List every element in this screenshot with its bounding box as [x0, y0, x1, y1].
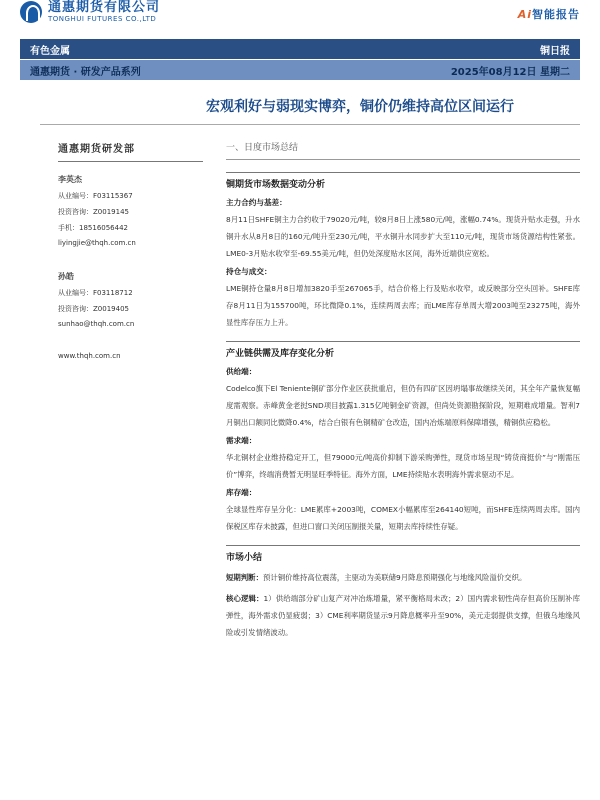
- block-heading: 铜期货市场数据变动分析: [226, 172, 580, 194]
- main-content: [226, 140, 580, 651]
- analyst-name: 孙皓: [58, 272, 74, 281]
- department-name: 通惠期货研发部: [58, 140, 203, 162]
- logo-mark-icon: [20, 1, 42, 23]
- report-date: 2025年08月12日 星期二: [450, 66, 570, 78]
- page-title: 宏观利好与弱现实博弈，铜价仍维持高位区间运行: [206, 99, 514, 115]
- analyst-consult-id: 投资咨询：Z0019145: [58, 208, 129, 216]
- analyst-qualification: 从业编号：F03118712: [58, 289, 133, 297]
- sub-heading: 持仓与成交：: [226, 267, 272, 276]
- analyst-email[interactable]: liyingjie@thqh.com.cn: [58, 239, 136, 247]
- sidebar: [58, 140, 208, 360]
- supply-demand-block: [226, 341, 580, 535]
- inline-label: 核心逻辑：: [226, 594, 264, 603]
- analyst-qualification: 从业编号：F03115367: [58, 192, 133, 200]
- paragraph: 8月11日SHFE铜主力合约收于79020元/吨，较8月8日上涨580元/吨，涨幅0.74%。现货升贴水走强，升水铜升水从8月8日的160元/吨升至230元/吨，平水铜升水同步扩大至110元/吨，现货市场货源结构性紧张。LME0-3月贴水收窄至-69.55美元/吨，但仍处深度贴水区间，海外近端供应宽松。: [226, 215, 580, 258]
- paragraph: Codelco旗下El Teniente铜矿部分作业区获批重启，但仍有四矿区因坍塌事故继续关闭，其全年产量恢复幅度需观察。赤峰黄金老挝SND项目披露1.315亿吨铜金矿资源，但尚处资源勘探阶段，短期难成增量。智利7月铜出口额同比微降0.4%，结合白银有色铜精矿仓改造，国内冶炼端原料保障增强，精铜供应稳松。: [226, 384, 580, 427]
- sub-heading: 库存端：: [226, 488, 257, 497]
- futures-data-block: [226, 172, 580, 331]
- sub-heading: 需求端：: [226, 436, 257, 445]
- paragraph: 全球显性库存呈分化：LME累库+2003吨，COMEX小幅累库至264140短吨，而SHFE连续两周去库。国内保税区库存未披露，但进口窗口关闭压制报关量，短期去库持续性存疑。: [226, 505, 580, 531]
- website-link[interactable]: www.thqh.com.cn: [58, 352, 121, 360]
- category-bar: [20, 39, 580, 59]
- analyst-consult-id: 投资咨询：Z0019405: [58, 305, 129, 313]
- paragraph: [226, 590, 580, 641]
- analyst-card: [58, 271, 208, 328]
- section-heading: 一、日度市场总结: [226, 140, 580, 160]
- analyst-name: 李英杰: [58, 175, 82, 184]
- sub-heading: 供给端：: [226, 367, 257, 376]
- analyst-card: [58, 174, 208, 247]
- title-divider: [40, 124, 580, 125]
- report-header: [0, 0, 600, 30]
- paragraph: LME铜持仓量8月8日增加3820手至267065手，结合价格上行及贴水收窄，或反映部分空头回补。SHFE库存8月11日为155700吨，环比微降0.1%，连续两周去库；而LME库存单周大增2003吨至23275吨，海外显性库存压力上升。: [226, 284, 580, 327]
- ai-report-badge: [518, 6, 580, 22]
- market-summary-block: [226, 545, 580, 641]
- series-label: 通惠期货 · 研发产品系列: [30, 66, 141, 78]
- analyst-phone: 手机：18516056442: [58, 224, 128, 232]
- ai-suffix: 智能报告: [532, 8, 580, 21]
- block-heading: 市场小结: [226, 545, 580, 567]
- ai-prefix: Ai: [517, 8, 532, 21]
- paragraph-text: 1）供给端部分矿山复产对冲冶炼增量，紧平衡格局未改；2）国内需求韧性尚存但高价压制补库弹性，海外需求仍显疲弱；3）CME利率期货显示9月降息概率升至90%，美元走弱提供支撑，但俄乌地缘风险或引发情绪波动。: [226, 594, 580, 637]
- company-logo: [20, 0, 160, 24]
- sub-heading: 主力合约与基差：: [226, 198, 287, 207]
- paragraph-text: 预计铜价维持高位震荡，主驱动为美联储9月降息预期强化与地缘风险溢价交织。: [262, 573, 527, 582]
- paragraph: [226, 569, 580, 586]
- analyst-email[interactable]: sunhao@thqh.com.cn: [58, 320, 135, 328]
- paragraph: 华北铜材企业维持稳定开工，但79000元/吨高价抑制下游采购弹性，现货市场呈现“铸货商挺价”与“刚需压价”博弈，终端消费暂无明显旺季特征。海外方面，LME持续贴水表明海外需求驱动不足。: [226, 453, 580, 479]
- company-name-en: TONGHUI FUTURES CO.,LTD: [48, 15, 157, 23]
- inline-label: 短期判断：: [226, 573, 263, 582]
- company-name-cn: 通惠期货有限公司: [48, 0, 161, 15]
- report-type-label: 铜日报: [540, 45, 570, 57]
- category-label: 有色金属: [30, 45, 70, 57]
- block-heading: 产业链供需及库存变化分析: [226, 341, 580, 363]
- series-bar: [20, 60, 580, 80]
